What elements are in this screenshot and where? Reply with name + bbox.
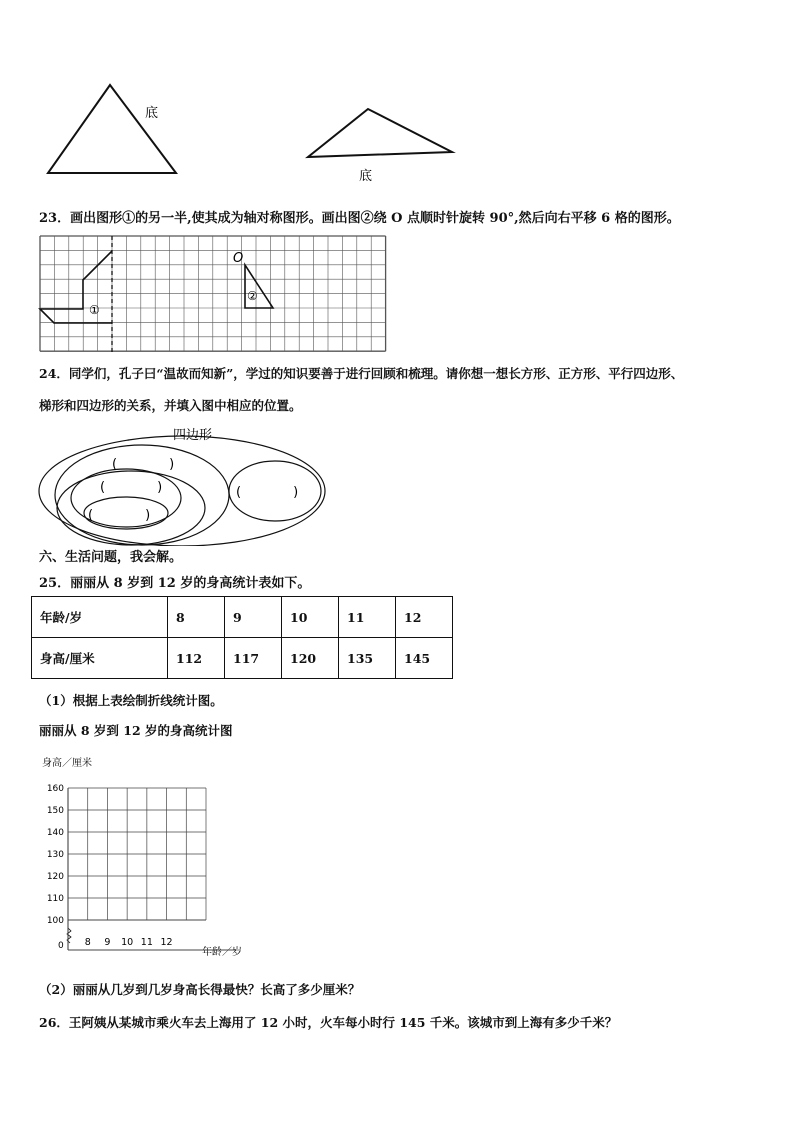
triangle-figures: [0, 0, 794, 200]
left-triangle-label: 底: [145, 106, 159, 121]
age-cell: 8: [168, 597, 225, 638]
blank-3: ( ): [88, 508, 151, 523]
right-triangle: [308, 109, 452, 157]
age-cell: 11: [339, 597, 396, 638]
figure-1: [40, 251, 112, 323]
chart-origin: 0: [58, 941, 64, 951]
q24-line2: 梯形和四边形的关系，并填入图中相应的位置。: [39, 398, 302, 413]
blank-4: ( ): [236, 485, 299, 500]
y-tick-label: 140: [46, 828, 64, 838]
y-tick-label: 110: [46, 894, 64, 904]
age-cell: 9: [225, 597, 282, 638]
outer-label: 四边形: [173, 428, 213, 443]
figure-1-label: ①: [89, 303, 100, 317]
right-triangle-label: 底: [359, 169, 373, 184]
x-tick-label: 10: [121, 937, 134, 948]
chart-ylabel: 身高／厘米: [42, 758, 92, 769]
row-label-age: 年龄/岁: [32, 597, 168, 638]
blank-2: ( ): [100, 480, 163, 495]
quadrilateral-venn-diagram: [30, 418, 340, 546]
q23-text: 23．画出图形①的另一半,使其成为轴对称图形。画出图②绕 O 点顺时针旋转 90°,然后向右平移 6 格的图形。: [39, 211, 680, 226]
blank-1: ( ): [112, 457, 175, 472]
y-tick-label: 100: [46, 916, 64, 926]
section-6-title: 六、生活问题，我会解。: [39, 550, 183, 565]
table-row-age: [32, 597, 453, 638]
chart-xlabel: 年龄／岁: [202, 947, 242, 958]
x-tick-label: 12: [160, 937, 173, 948]
y-tick-label: 160: [46, 784, 64, 794]
height-cell: 145: [396, 638, 453, 679]
x-tick-label: 9: [104, 937, 111, 948]
y-tick-label: 120: [46, 872, 64, 882]
q25-part2: （2）丽丽从几岁到几岁身高长得最快？长高了多少厘米？: [39, 982, 361, 997]
q26-text: 26．王阿姨从某城市乘火车去上海用了 12 小时，火车每小时行 145 千米。该城市到上海有多少千米？: [39, 1015, 618, 1030]
height-line-chart: [36, 750, 276, 966]
height-cell: 120: [282, 638, 339, 679]
row-label-height: 身高/厘米: [32, 638, 168, 679]
x-tick-label: 11: [140, 937, 153, 948]
height-cell: 117: [225, 638, 282, 679]
height-cell: 112: [168, 638, 225, 679]
y-tick-label: 150: [46, 806, 64, 816]
age-cell: 10: [282, 597, 339, 638]
figure-2-label: ②: [247, 289, 258, 303]
q23-grid: [37, 234, 397, 356]
age-cell: 12: [396, 597, 453, 638]
table-row-height: [32, 638, 453, 679]
x-tick-label: 8: [84, 937, 91, 948]
point-o-label: O: [233, 251, 244, 266]
y-tick-label: 130: [46, 850, 64, 860]
q25-part1: （1）根据上表绘制折线统计图。: [39, 693, 223, 708]
q24-line1: 24．同学们，孔子曰“温故而知新”，学过的知识要善于进行回顾和梳理。请你想一想长方形、正方形、平行四边形、: [39, 366, 684, 381]
chart-title: 丽丽从 8 岁到 12 岁的身高统计图: [39, 723, 233, 738]
q25-text: 25．丽丽从 8 岁到 12 岁的身高统计表如下。: [39, 576, 311, 591]
left-triangle: [48, 85, 176, 173]
height-table: [31, 596, 453, 679]
height-cell: 135: [339, 638, 396, 679]
